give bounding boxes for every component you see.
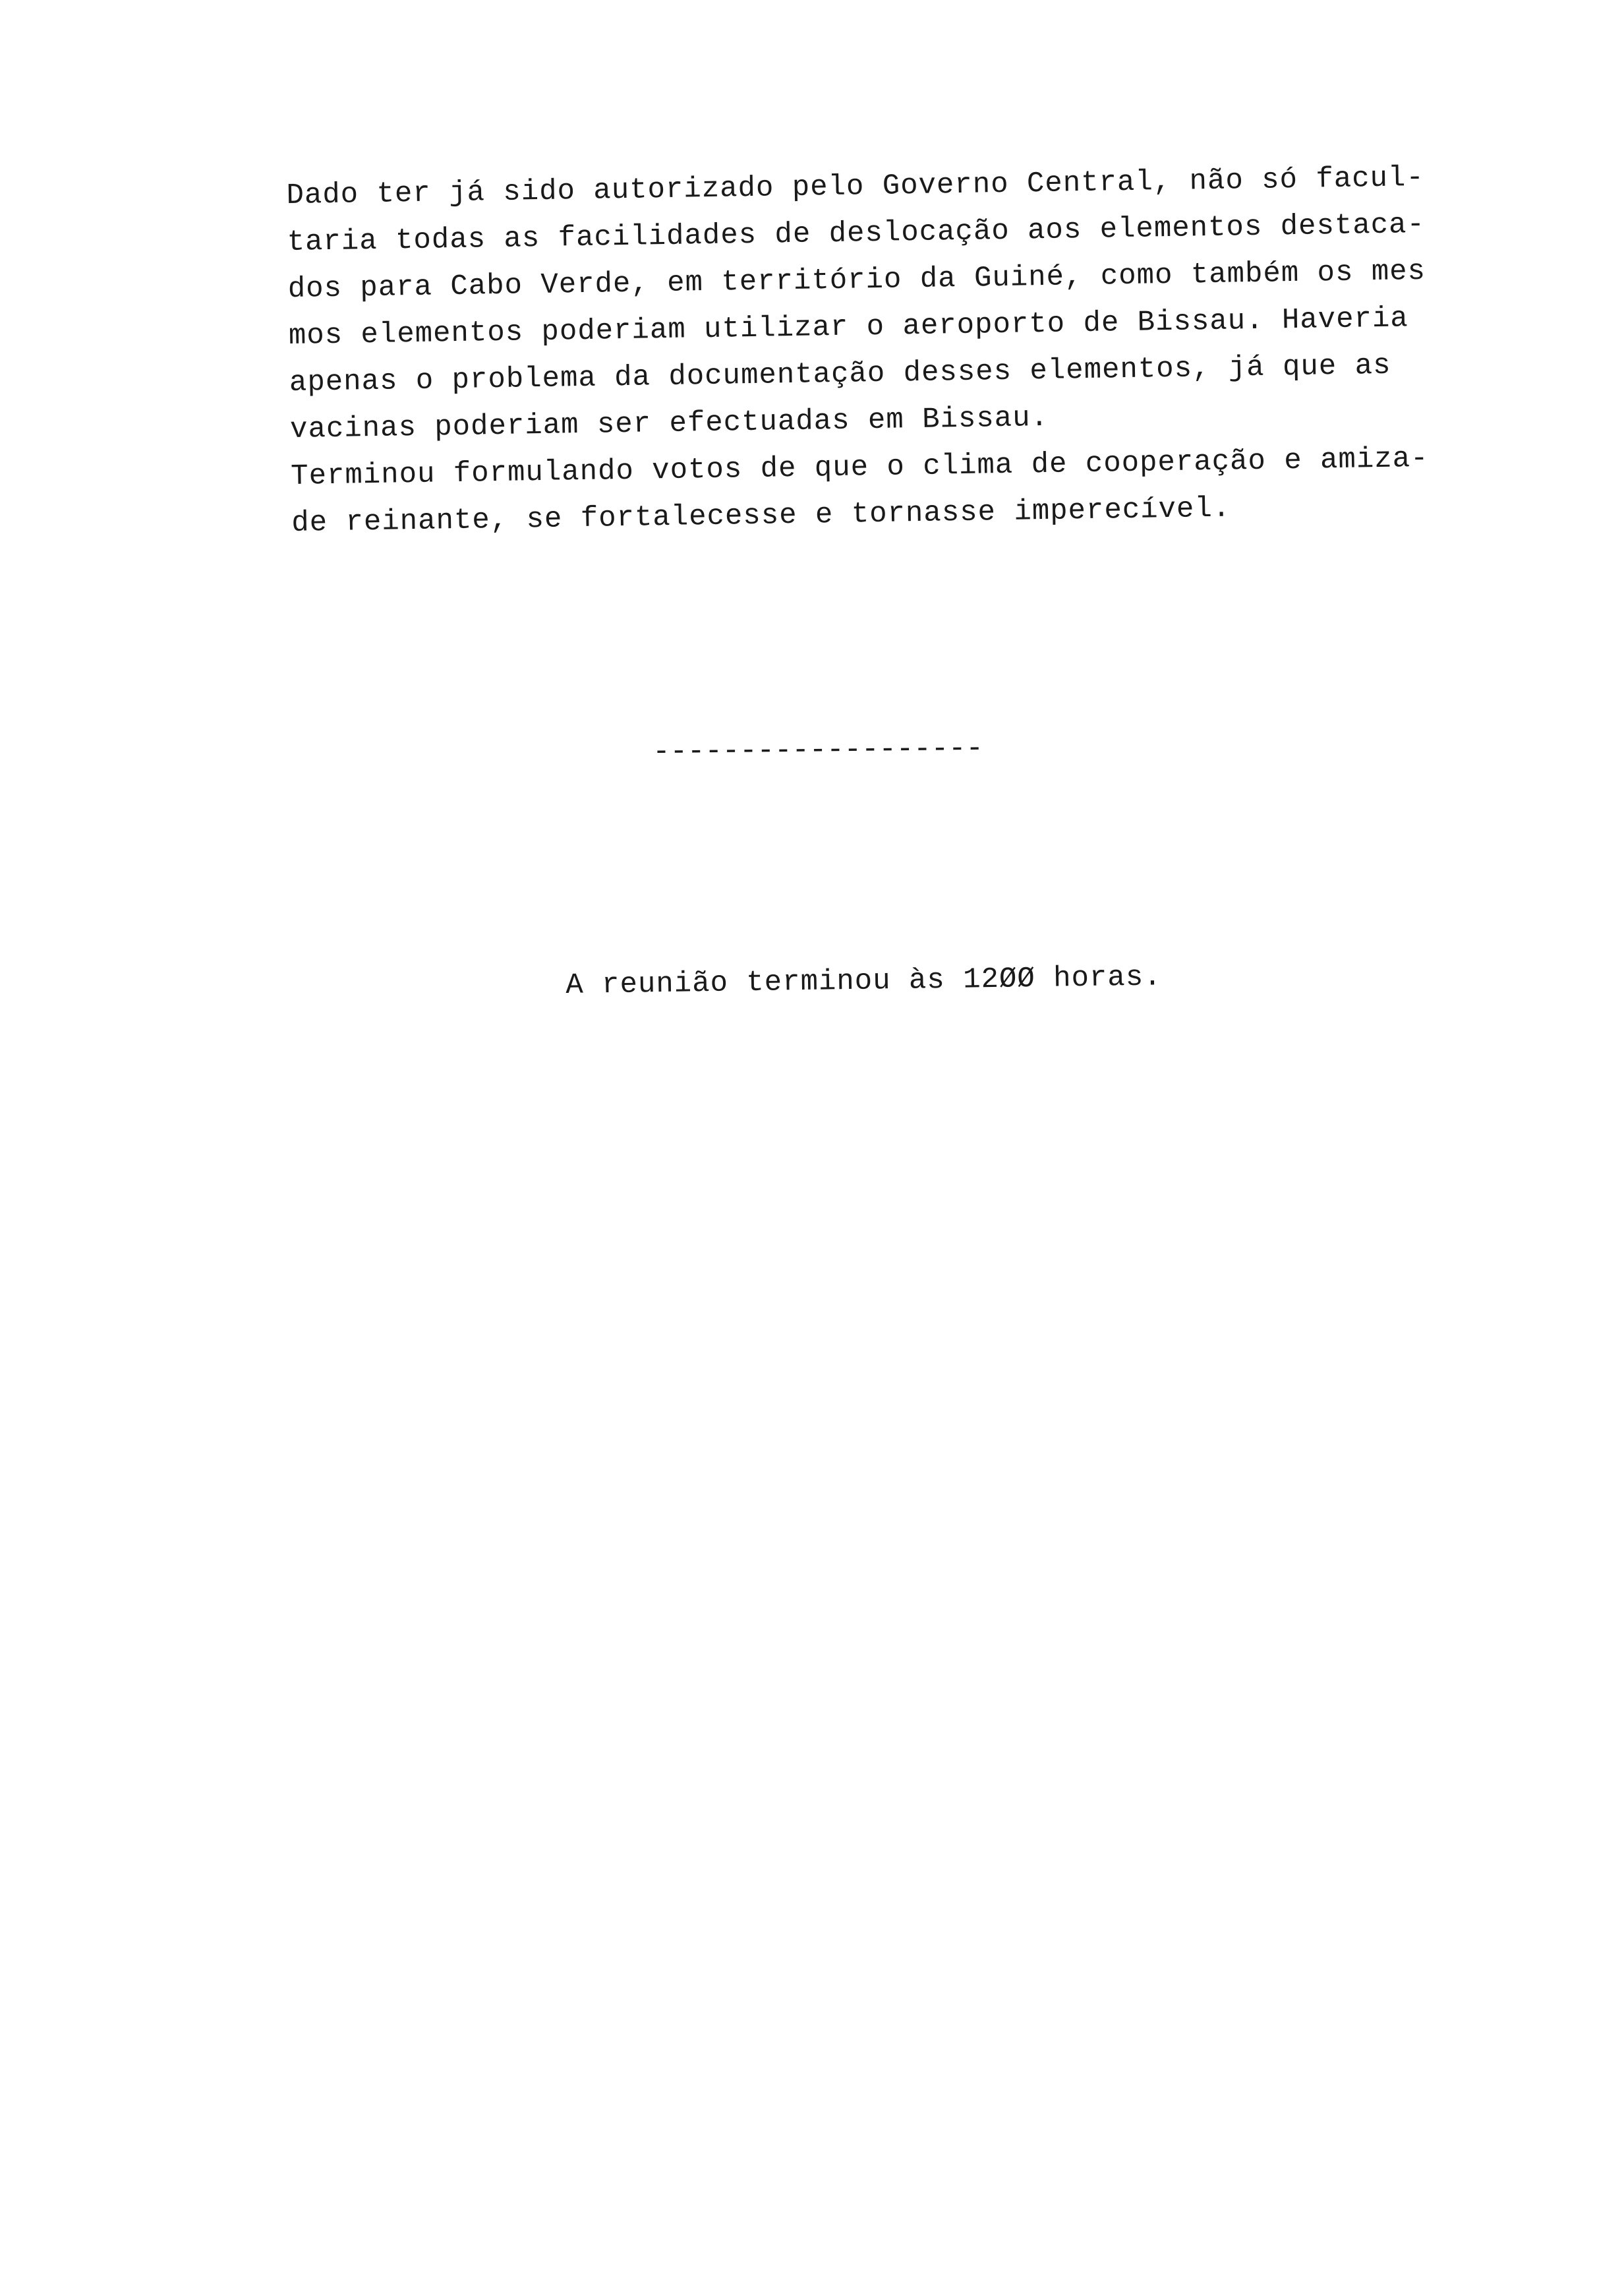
paragraph-line: de reinante, se fortalecesse e tornasse imperecível. [291, 492, 1231, 540]
section-separator: ------------------- [652, 732, 984, 769]
paragraph-line: Dado ter já sido autorizado pelo Governo Central, não só facul- [286, 161, 1425, 212]
paragraph-line: vacinas poderiam ser efectuadas em Bissau. [289, 401, 1049, 446]
paragraph-line: dos para Cabo Verde, em território da Guiné, como também os mes [287, 254, 1426, 306]
closing-statement: A reunião terminou às 12ØØ horas. [566, 961, 1162, 1002]
paragraph-line: Terminou formulando votos de que o clima de cooperação e amiza- [290, 442, 1429, 493]
body-paragraph [286, 154, 1465, 547]
paragraph-line: taria todas as facilidades de deslocação aos elementos destaca- [287, 208, 1426, 259]
paragraph-line: apenas o problema da documentação desses elementos, já que as [289, 349, 1391, 400]
paragraph-line: mos elementos poderiam utilizar o aeroporto de Bissau. Haveria [288, 302, 1409, 353]
